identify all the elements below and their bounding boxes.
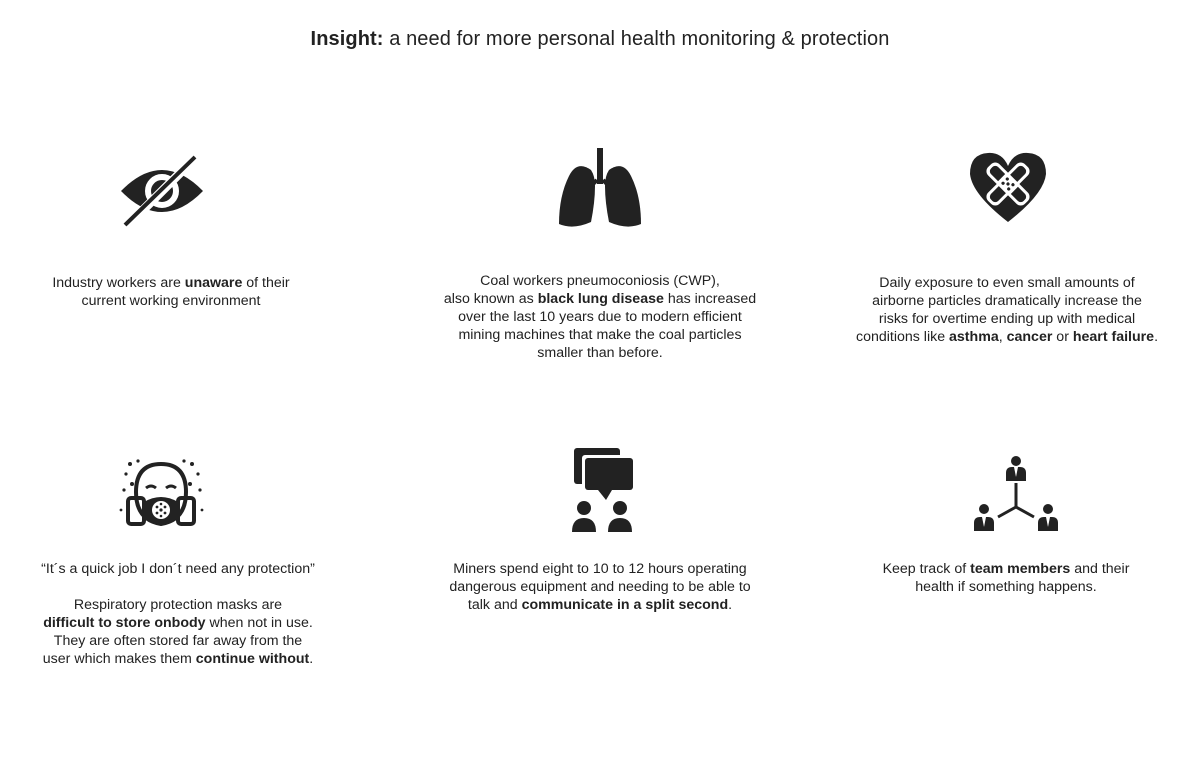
title-rest: a need for more personal health monitoring & protection [383,28,890,50]
card-5-text: Miners spend eight to 10 to 12 hours operating dangerous equipment and needing to be able to talk and communicate in a split second. [449,561,751,613]
card-6-text: Keep track of team members and their health if something happens. [882,561,1130,595]
card-2-text: Coal workers pneumoconiosis (CWP), also known as black lung disease has increased over the last 10 years due to modern efficient mining machines that make the coal particles smaller than before. [443,273,757,361]
page-title [0,28,1200,51]
gas-mask-icon [118,458,204,530]
team-network-icon [972,455,1060,535]
card-3-text: Daily exposure to even small amounts of airborne particles dramatically increase the risks for overtime ending up with medical conditions like asthma, cancer or heart failure. [855,275,1159,345]
title-bold: Insight: [310,28,384,50]
quote: “It´s a quick job I don´t need any protection” [41,561,315,577]
lungs-icon [557,146,643,230]
card-4-text: “It´s a quick job I don´t need any protection” Respiratory protection masks are difficult to store onbody when not in use. They are often stored far away from the user which makes them continue without. [0,560,356,668]
card-1-text: Industry workers are unaware of their current working environment [52,275,290,309]
eye-slash-icon [119,155,205,227]
heart-bandage-icon [968,150,1048,224]
conversation-icon [570,446,636,532]
